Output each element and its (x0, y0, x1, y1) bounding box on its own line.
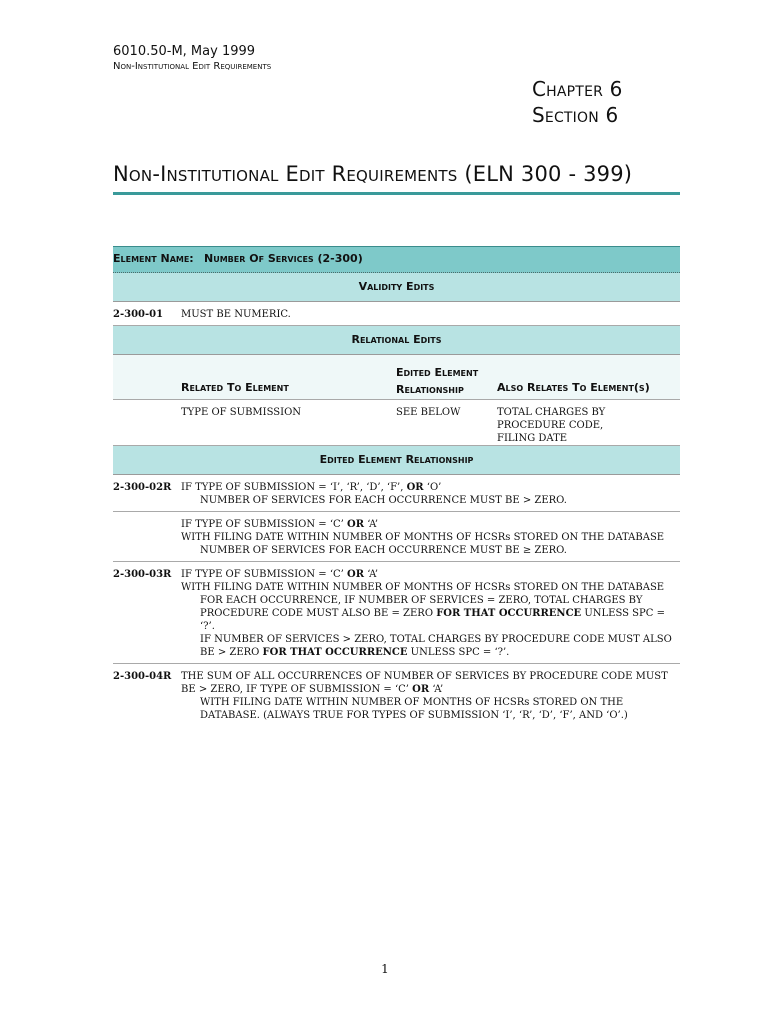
chapter-section (532, 76, 623, 128)
col-header-also-relates-to: Also Relates To Element(s) (497, 381, 650, 394)
edit-text: IF TYPE OF SUBMISSION = ‘I’, ‘R’, ‘D’, ‘F’, OR ‘O’ NUMBER OF SERVICES FOR EACH OCCURRENCE MUST BE > ZERO. (181, 482, 567, 506)
element-name-label: Element Name: (113, 252, 194, 265)
page-number: 1 (381, 962, 389, 976)
also-relates-to-value: TOTAL CHARGES BY PROCEDURE CODE, FILING DATE (497, 407, 606, 444)
running-header (113, 44, 271, 74)
page-title: Non-Institutional Edit Requirements (ELN 300 - 399) (113, 162, 633, 186)
edited-element-relationship-heading: Edited Element Relationship (113, 446, 680, 475)
edit-text: THE SUM OF ALL OCCURRENCES OF NUMBER OF SERVICES BY PROCEDURE CODE MUST BE > ZERO, IF TYPE OF SUBMISSION = ‘C’ OR ‘A’ WITH FILING DATE WITHIN NUMBER OF MONTHS OF HCSRs STORED ON THE DATABASE. (ALWAYS TRUE FOR TYPES OF SUBMISSION ‘I’, ‘R’, ‘D’, ‘F’, AND ‘O’.) (181, 671, 668, 721)
doc-subtitle: Non-Institutional Edit Requirements (113, 61, 272, 72)
edited-element-relationship-value: SEE BELOW (396, 407, 461, 418)
edit-id: 2-300-01 (113, 309, 164, 320)
edit-row-2-300-04R (113, 664, 680, 726)
edit-row-2-300-01 (113, 302, 680, 326)
relational-edits-heading: Relational Edits (113, 326, 680, 355)
relational-column-headers (113, 355, 680, 400)
edit-id: 2-300-03R (113, 569, 172, 580)
element-name-value: Number Of Services (2-300) (204, 252, 363, 265)
edit-text: IF TYPE OF SUBMISSION = ‘C’ OR ‘A’ WITH FILING DATE WITHIN NUMBER OF MONTHS OF HCSRs STORED ON THE DATABASE FOR EACH OCCURRENCE, IF NUMBER OF SERVICES = ZERO, TOTAL CHARGES BY PROCEDURE CODE MUST ALSO BE = ZERO FOR THAT OCCURRENCE UNLESS SPC = ‘?’. IF NUMBER OF SERVICES > ZERO, TOTAL CHARGES BY PROCEDURE CODE MUST ALSO BE > ZERO FOR THAT OCCURRENCE UNLESS SPC = ‘?’. (181, 569, 672, 658)
element-name-row (113, 246, 680, 273)
edit-id: 2-300-02R (113, 482, 172, 493)
edit-row-2-300-02R-continued (113, 512, 680, 562)
edit-text: MUST BE NUMERIC. (181, 309, 291, 320)
col-header-related-to-element: Related To Element (181, 381, 289, 394)
section-label: Section 6 (532, 103, 619, 127)
doc-id: 6010.50-M, May 1999 (113, 44, 256, 59)
related-to-element-value: TYPE OF SUBMISSION (181, 407, 302, 418)
edit-table (113, 246, 680, 726)
col-header-edited-element-relationship: Edited Element Relationship (396, 366, 479, 396)
edit-id: 2-300-04R (113, 671, 172, 682)
validity-edits-heading: Validity Edits (113, 273, 680, 302)
title-rule (113, 192, 680, 195)
chapter-label: Chapter 6 (532, 77, 623, 101)
edit-row-2-300-03R (113, 562, 680, 664)
edit-text: IF TYPE OF SUBMISSION = ‘C’ OR ‘A’ WITH FILING DATE WITHIN NUMBER OF MONTHS OF HCSRs STORED ON THE DATABASE NUMBER OF SERVICES FOR EACH OCCURRENCE MUST BE ≥ ZERO. (181, 519, 665, 556)
relational-data-row (113, 400, 680, 446)
edit-row-2-300-02R (113, 475, 680, 512)
